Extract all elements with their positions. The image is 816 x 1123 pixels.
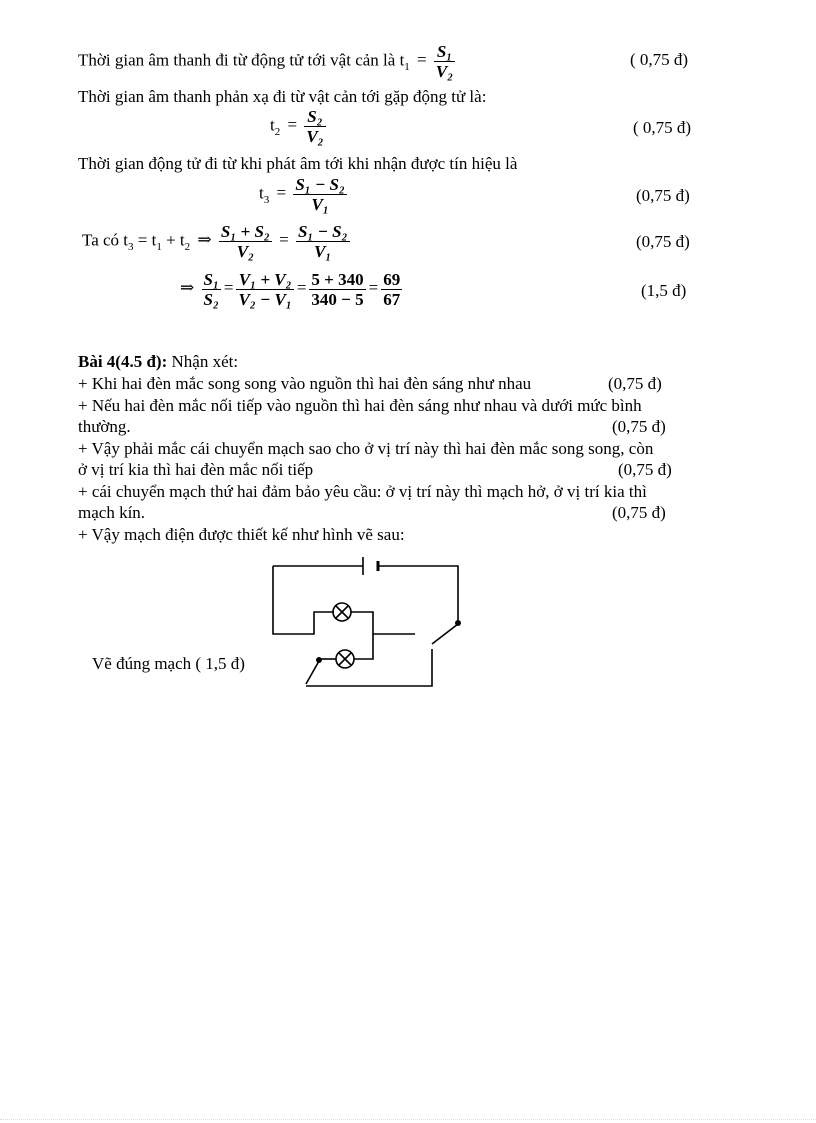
section-heading [78, 352, 238, 372]
line1-fraction [434, 42, 455, 81]
line2-sub: 2 [274, 125, 281, 138]
line5-fraction-2: $\frac{\text{V₁ + V₂}}{\text{V₂ − V₁}}$ [238, 270, 292, 309]
battery-wire-right [378, 566, 458, 620]
line5-points: (1,5 đ) [641, 281, 687, 300]
item4-line2: mạch kín. [78, 503, 146, 522]
line2-text: Thời gian âm thanh phản xạ đi từ vật cản tới gặp động tử là: [78, 87, 487, 106]
item2-line1: + Nếu hai đèn mắc nối tiếp vào nguồn thì hai đèn sáng như nhau và dưới mức bình [78, 396, 642, 415]
item1-points: (0,75 đ) [608, 374, 662, 393]
line3-numerator: S₁ − S₂ [295, 175, 345, 194]
line2-fraction [304, 107, 325, 146]
section-heading-rest: Nhận xét: [167, 352, 239, 371]
left-wire [273, 566, 334, 634]
item2-line2: thường. [78, 417, 131, 436]
diagram-label: Vẽ đúng mạch ( 1,5 đ) [92, 654, 245, 673]
line5-fraction-3: $\frac{5 + 340}{340 - 5}$ [311, 270, 364, 309]
line3-formula: $t_3$ = $\frac{\text{S₁ − S₂}}{\text{V₁}}$ [259, 175, 345, 214]
item3-line1: + Vậy phải mắc cái chuyển mạch sao cho ở vị trí này thì hai đèn mắc song song, còn [78, 439, 654, 458]
line4-formula: Ta có $t_3 = t_1 + t_2$ ⇒ $\frac{\text{S₁ + S₂}}{\text{V₂}}$ = $\frac{\text{S₁ − S₂}}{\text{V₁}}$ [82, 222, 348, 261]
line1-numerator: S₁ [434, 42, 455, 62]
lamp2-wire [354, 634, 373, 659]
line1-sub: 1 [404, 60, 410, 73]
line2-formula: $t_2$ = $\frac{\text{S₂}}{\text{V₂}}$ [270, 107, 324, 146]
line5-fraction-1: $\frac{\text{S₁}}{\text{S₂}}$ [203, 270, 219, 309]
line2-lhs: t [270, 115, 275, 135]
implies-arrow: ⇒ [180, 278, 195, 298]
line3-lhs: t [259, 183, 264, 203]
line3-text: Thời gian động tử đi từ khi phát âm tới khi nhận được tín hiệu là [78, 154, 518, 173]
implies-arrow: ⇒ [197, 230, 212, 250]
item1-text: + Khi hai đèn mắc song song vào nguồn thì hai đèn sáng như nhau [78, 374, 532, 393]
line4-text: Ta có t [82, 230, 129, 250]
switch-1-pivot [455, 620, 461, 626]
line2-numerator: S₂ [304, 107, 325, 127]
switch-1-blade [432, 624, 458, 644]
line3-points: (0,75 đ) [636, 186, 690, 205]
item4-points: (0,75 đ) [612, 503, 666, 522]
line1-denominator: V₂ [435, 62, 454, 81]
switch-2-pivot [316, 657, 322, 663]
section-heading-bold: Bài 4(4.5 đ): [78, 352, 168, 371]
line2-points: ( 0,75 đ) [633, 118, 692, 137]
lamp-2-icon [336, 650, 354, 668]
bottom-wire [306, 649, 432, 686]
line1: Thời gian âm thanh đi từ động tử tới vật cản là $t_1$ = $\frac{\text{S₁}}{\text{V₂}}$ [78, 42, 454, 81]
item3-points: (0,75 đ) [618, 460, 672, 479]
line4-fraction-2: $\frac{\text{S₁ − S₂}}{\text{V₁}}$ [297, 222, 348, 261]
page-edge [0, 1119, 816, 1120]
switch-2-blade [306, 661, 319, 684]
line3-denominator: V₁ [311, 195, 329, 214]
line5-fraction-4: $\frac{69}{67}$ [383, 270, 401, 309]
line1-text: Thời gian âm thanh đi từ động tử tới vật cản là t [78, 50, 405, 70]
line4-points: (0,75 đ) [636, 232, 690, 251]
line3-sub: 3 [263, 193, 270, 206]
line2-denominator: V₂ [306, 127, 324, 146]
item4-line1: + cái chuyển mạch thứ hai đảm bảo yêu cầu: ở vị trí này thì mạch hở, ở vị trí kia thì [78, 482, 647, 501]
item3-line2: ở vị trí kia thì hai đèn mắc nối tiếp [78, 460, 314, 479]
line3-fraction [293, 175, 347, 214]
item5-text: + Vậy mạch điện được thiết kế như hình vẽ sau: [78, 525, 405, 544]
line5-formula: ⇒ $\frac{\text{S₁}}{\text{S₂}}$ = $\frac{\text{V₁ + V₂}}{\text{V₂ − V₁}}$ = $\frac{5 + 340}{340 - 5}$ = $\frac{69}{67}$ [177, 270, 402, 309]
item2-points: (0,75 đ) [612, 417, 666, 436]
line4-fraction-1: $\frac{\text{S₁ + S₂}}{\text{V₂}}$ [220, 222, 270, 261]
lamp1-wire-right [351, 612, 415, 634]
lamp-1-icon [333, 603, 351, 621]
line1-points: ( 0,75 đ) [630, 50, 689, 69]
